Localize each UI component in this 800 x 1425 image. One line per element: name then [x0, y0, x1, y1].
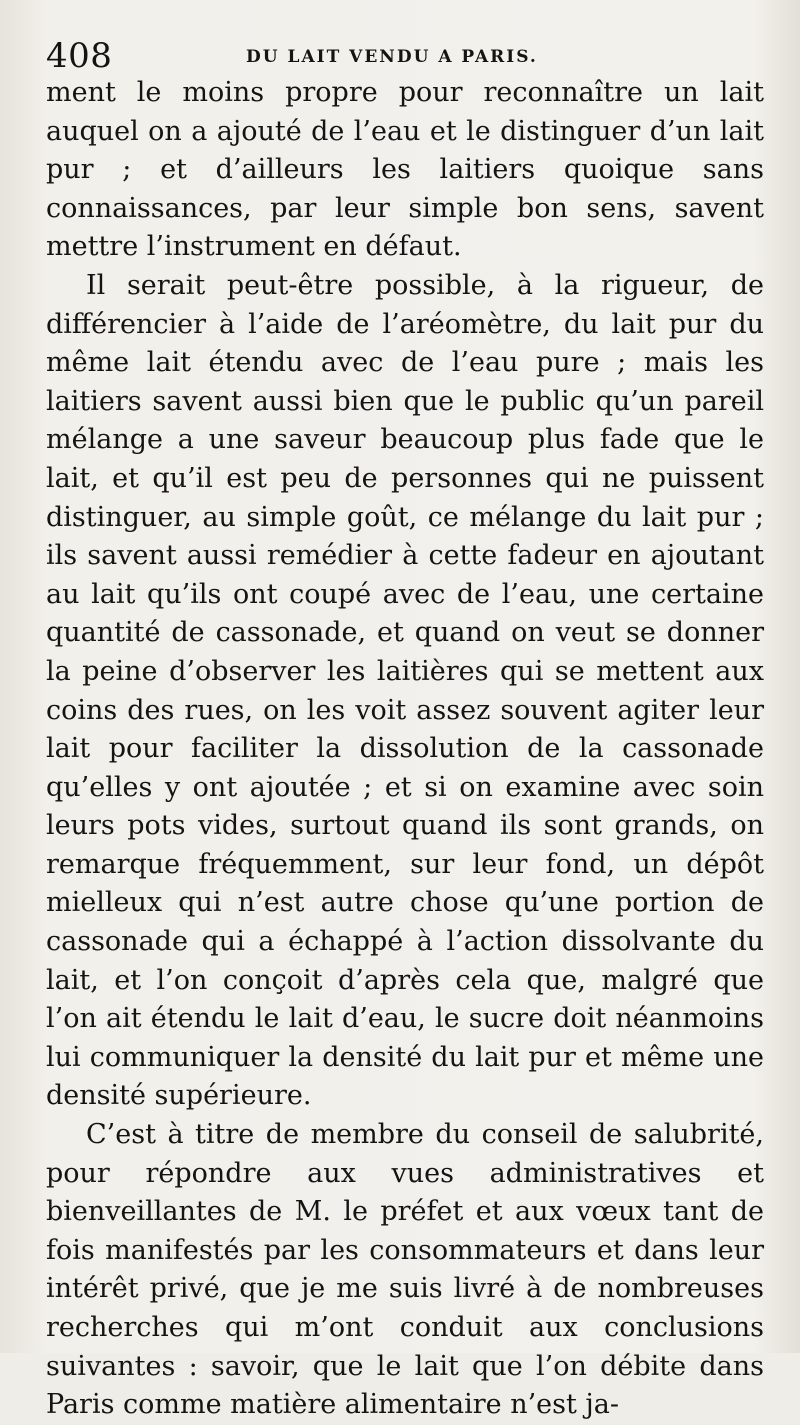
page-header: [46, 34, 761, 78]
running-head: DU LAIT VENDU A PARIS.: [246, 47, 538, 67]
paragraph: C’est à titre de membre du conseil de salubrité, pour répondre aux vues administratives et bienveillantes de M. le préfet et aux vœux tant de fois manifestés par les consommateurs et dans leur intérêt privé, que je me suis livré à de nombreuses recherches qui m’ont conduit aux conclusions suivantes : savoir, que le lait que l’on débite dans Paris comme matière alimentaire n’est ja-: [46, 1119, 764, 1421]
paragraph: ment le moins propre pour reconnaître un lait auquel on a ajouté de l’eau et le distinguer d’un lait pur ; et d’ailleurs les laitiers quoique sans connaissances, par leur simple bon sens, savent mettre l’instrument en défaut.: [46, 77, 764, 263]
page-number: 408: [46, 36, 113, 76]
body-text: [46, 74, 764, 1425]
paragraph: Il serait peut-être possible, à la rigueur, de différencier à l’aide de l’aréomètre, du lait pur du même lait étendu avec de l’eau pure ; mais les laitiers savent aussi bien que le public qu’un pareil mélange a une saveur beaucoup plus fade que le lait, et qu’il est peu de personnes qui ne puissent distinguer, au simple goût, ce mélange du lait pur ; ils savent aussi remédier à cette fadeur en ajoutant au lait qu’ils ont coupé avec de l’eau, une certaine quantité de cassonade, et quand on veut se donner la peine d’observer les laitières qui se mettent aux coins des rues, on les voit assez souvent agiter leur lait pour faciliter la dissolution de la cassonade qu’elles y ont ajoutée ; et si on examine avec soin leurs pots vides, surtout quand ils sont grands, on remarque fréquemment, sur leur fond, un dépôt mielleux qui n’est autre chose qu’une portion de cassonade qui a échappé à l’action dissolvante du lait, et l’on conçoit d’après cela que, malgré que l’on ait étendu le lait d’eau, le sucre doit néanmoins lui communiquer la densité du lait pur et même une densité supérieure.: [46, 269, 764, 1112]
